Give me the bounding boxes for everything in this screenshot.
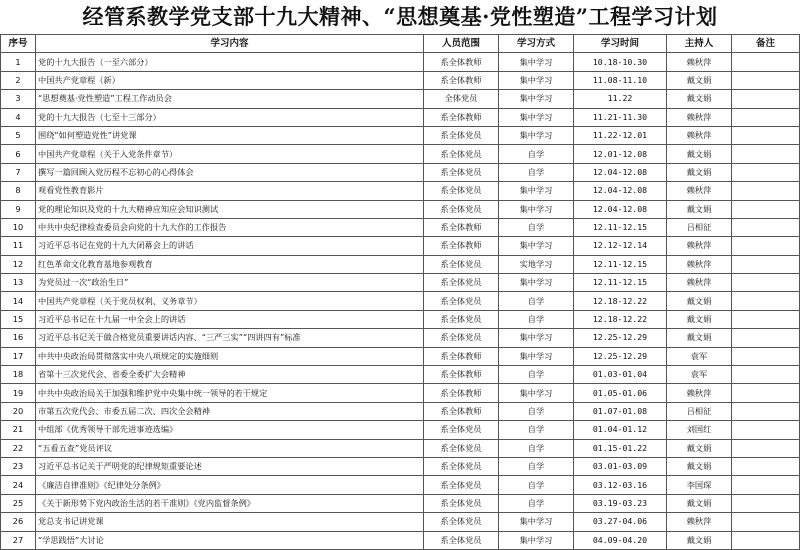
header-no: 序号 (1, 35, 36, 53)
cell-method: 集中学习 (499, 108, 574, 126)
cell-host: 戴文娟 (667, 292, 732, 310)
cell-content: 省第十三次党代会、省委全委扩大会精神 (36, 366, 424, 384)
cell-host: 赖秋萍 (667, 384, 732, 402)
cell-time: 11.22 (574, 90, 667, 108)
cell-time: 03.12-03.16 (574, 476, 667, 494)
cell-no: 15 (1, 310, 36, 328)
table-row (1, 163, 800, 181)
table-row (1, 402, 800, 420)
cell-note (732, 329, 800, 347)
cell-no: 27 (1, 531, 36, 549)
cell-no: 26 (1, 513, 36, 531)
table-row (1, 476, 800, 494)
cell-host: 吕相征 (667, 218, 732, 236)
cell-host: 戴文娟 (667, 310, 732, 328)
cell-note (732, 126, 800, 144)
cell-content: 党的十九大报告（一至六部分） (36, 53, 424, 71)
cell-method: 集中学习 (499, 384, 574, 402)
cell-content: “学思践悟”大讨论 (36, 531, 424, 549)
cell-time: 12.25-12.29 (574, 329, 667, 347)
cell-scope: 系全体党员 (424, 126, 499, 144)
cell-no: 10 (1, 218, 36, 236)
cell-note (732, 347, 800, 365)
table-row (1, 218, 800, 236)
cell-host: 赖秋萍 (667, 237, 732, 255)
cell-host: 戴文娟 (667, 494, 732, 512)
cell-no: 21 (1, 421, 36, 439)
cell-method: 自学 (499, 310, 574, 328)
table-body (1, 53, 800, 550)
table-row (1, 494, 800, 512)
cell-no: 19 (1, 384, 36, 402)
cell-content: 观看党性教育影片 (36, 182, 424, 200)
cell-content: 红色革命文化教育基地参观教育 (36, 255, 424, 273)
cell-content: “五看五查”党员评议 (36, 439, 424, 457)
cell-method: 集中学习 (499, 347, 574, 365)
cell-time: 11.22-12.01 (574, 126, 667, 144)
cell-no: 8 (1, 182, 36, 200)
cell-scope: 系全体党员 (424, 274, 499, 292)
cell-content: 中国共产党章程（新） (36, 71, 424, 89)
cell-scope: 系全体党员 (424, 421, 499, 439)
cell-time: 12.04-12.08 (574, 200, 667, 218)
table-row (1, 126, 800, 144)
cell-method: 集中学习 (499, 274, 574, 292)
cell-scope: 系全体教师 (424, 218, 499, 236)
cell-time: 03.27-04.06 (574, 513, 667, 531)
cell-host: 戴文娟 (667, 439, 732, 457)
cell-host: 赖秋萍 (667, 182, 732, 200)
cell-time: 12.11-12.15 (574, 255, 667, 273)
table-row (1, 347, 800, 365)
cell-time: 12.04-12.08 (574, 182, 667, 200)
table-row (1, 513, 800, 531)
cell-host: 赖秋萍 (667, 513, 732, 531)
cell-note (732, 366, 800, 384)
cell-note (732, 108, 800, 126)
cell-note (732, 384, 800, 402)
cell-note (732, 439, 800, 457)
cell-note (732, 200, 800, 218)
cell-method: 自学 (499, 163, 574, 181)
cell-scope: 系全体党员 (424, 255, 499, 273)
cell-note (732, 218, 800, 236)
cell-method: 集中学习 (499, 531, 574, 549)
cell-no: 22 (1, 439, 36, 457)
cell-method: 集中学习 (499, 182, 574, 200)
cell-content: 《廉洁自律准则》《纪律处分条例》 (36, 476, 424, 494)
cell-content: 党的十九大报告（七至十三部分） (36, 108, 424, 126)
table-row (1, 71, 800, 89)
cell-content: 习近平总书记关于做合格党员重要讲话内容、“三严三实”“四讲四有”标准 (36, 329, 424, 347)
cell-scope: 系全体党员 (424, 439, 499, 457)
cell-time: 12.18-12.22 (574, 310, 667, 328)
cell-scope: 系全体党员 (424, 531, 499, 549)
cell-method: 集中学习 (499, 329, 574, 347)
table-row (1, 366, 800, 384)
cell-note (732, 310, 800, 328)
cell-scope: 系全体教师 (424, 366, 499, 384)
cell-method: 自学 (499, 292, 574, 310)
table-row (1, 90, 800, 108)
cell-note (732, 494, 800, 512)
cell-note (732, 163, 800, 181)
cell-time: 12.11-12.15 (574, 218, 667, 236)
header-content: 学习内容 (36, 35, 424, 53)
cell-note (732, 274, 800, 292)
cell-time: 12.11-12.15 (574, 274, 667, 292)
cell-no: 3 (1, 90, 36, 108)
cell-host: 吕相征 (667, 402, 732, 420)
cell-time: 12.25-12.29 (574, 347, 667, 365)
cell-time: 01.15-01.22 (574, 439, 667, 457)
cell-scope: 系全体党员 (424, 200, 499, 218)
cell-no: 23 (1, 457, 36, 475)
cell-host: 戴文娟 (667, 200, 732, 218)
cell-content: 中共中央政治局贯彻落实中央八项规定的实施细则 (36, 347, 424, 365)
cell-time: 12.12-12.14 (574, 237, 667, 255)
cell-scope: 系全体教师 (424, 384, 499, 402)
cell-note (732, 182, 800, 200)
cell-host: 赖秋萍 (667, 108, 732, 126)
cell-no: 16 (1, 329, 36, 347)
cell-scope: 系全体教师 (424, 71, 499, 89)
cell-no: 1 (1, 53, 36, 71)
table-row (1, 531, 800, 549)
cell-no: 5 (1, 126, 36, 144)
cell-no: 20 (1, 402, 36, 420)
table-row (1, 200, 800, 218)
cell-method: 自学 (499, 457, 574, 475)
cell-scope: 系全体教师 (424, 53, 499, 71)
table-row (1, 182, 800, 200)
cell-note (732, 255, 800, 273)
cell-content: 中组部《优秀领导干部先进事迹选编》 (36, 421, 424, 439)
cell-scope: 系全体教师 (424, 237, 499, 255)
cell-note (732, 292, 800, 310)
cell-note (732, 457, 800, 475)
cell-host: 袁军 (667, 366, 732, 384)
cell-host: 李国琛 (667, 476, 732, 494)
cell-no: 14 (1, 292, 36, 310)
cell-scope: 系全体党员 (424, 476, 499, 494)
study-plan-table (0, 34, 800, 550)
cell-no: 9 (1, 200, 36, 218)
table-row (1, 274, 800, 292)
cell-no: 4 (1, 108, 36, 126)
cell-host: 戴文娟 (667, 163, 732, 181)
cell-method: 实地学习 (499, 255, 574, 273)
cell-host: 戴文娟 (667, 531, 732, 549)
cell-content: 习近平总书记在十九届一中全会上的讲话 (36, 310, 424, 328)
cell-method: 集中学习 (499, 126, 574, 144)
cell-host: 赖秋萍 (667, 255, 732, 273)
cell-content: 党的理论知识及党的十九大精神应知应会知识测试 (36, 200, 424, 218)
cell-scope: 系全体教师 (424, 347, 499, 365)
cell-time: 01.03-01.04 (574, 366, 667, 384)
cell-time: 12.04-12.08 (574, 163, 667, 181)
page-title: 经管系教学党支部十九大精神、“思想奠基·党性塑造”工程学习计划 (82, 4, 718, 29)
cell-no: 25 (1, 494, 36, 512)
header-host: 主持人 (667, 35, 732, 53)
cell-method: 自学 (499, 145, 574, 163)
table-row (1, 255, 800, 273)
cell-time: 03.01-03.09 (574, 457, 667, 475)
cell-no: 7 (1, 163, 36, 181)
cell-scope: 系全体党员 (424, 163, 499, 181)
cell-time: 12.01-12.08 (574, 145, 667, 163)
table-row (1, 108, 800, 126)
cell-scope: 全体党员 (424, 90, 499, 108)
cell-method: 自学 (499, 439, 574, 457)
cell-time: 03.19-03.23 (574, 494, 667, 512)
cell-content: 习近平总书记关于严明党的纪律规矩重要论述 (36, 457, 424, 475)
table-row (1, 237, 800, 255)
cell-host: 赖秋萍 (667, 126, 732, 144)
table-row (1, 292, 800, 310)
cell-host: 戴文娟 (667, 457, 732, 475)
cell-time: 11.08-11.10 (574, 71, 667, 89)
cell-scope: 系全体党员 (424, 145, 499, 163)
table-row (1, 145, 800, 163)
cell-host: 袁军 (667, 347, 732, 365)
cell-content: 习近平总书记在党的十九大闭幕会上的讲话 (36, 237, 424, 255)
cell-note (732, 53, 800, 71)
cell-scope: 系全体党员 (424, 457, 499, 475)
cell-scope: 系全体党员 (424, 329, 499, 347)
header-note: 备注 (732, 35, 800, 53)
cell-note (732, 71, 800, 89)
table-row (1, 310, 800, 328)
cell-note (732, 237, 800, 255)
cell-scope: 系全体党员 (424, 494, 499, 512)
cell-scope: 系全体教师 (424, 402, 499, 420)
cell-host: 戴文娟 (667, 71, 732, 89)
cell-no: 17 (1, 347, 36, 365)
header-scope: 人员范围 (424, 35, 499, 53)
cell-content: 市第五次党代会、市委五届二次、四次全会精神 (36, 402, 424, 420)
cell-content: 撰写一篇回顾入党历程不忘初心的心得体会 (36, 163, 424, 181)
cell-method: 自学 (499, 402, 574, 420)
header-time: 学习时间 (574, 35, 667, 53)
table-row (1, 439, 800, 457)
cell-time: 04.09-04.20 (574, 531, 667, 549)
cell-host: 戴文娟 (667, 329, 732, 347)
cell-method: 自学 (499, 494, 574, 512)
header-method: 学习方式 (499, 35, 574, 53)
cell-content: 围绕“如何塑造党性”讲党课 (36, 126, 424, 144)
cell-note (732, 513, 800, 531)
cell-host: 赖秋萍 (667, 274, 732, 292)
cell-host: 戴文娟 (667, 90, 732, 108)
cell-content: “思想奠基·党性塑造”工程工作动员会 (36, 90, 424, 108)
cell-scope: 系全体党员 (424, 513, 499, 531)
cell-no: 13 (1, 274, 36, 292)
cell-time: 10.18-10.30 (574, 53, 667, 71)
cell-note (732, 402, 800, 420)
cell-host: 戴文娟 (667, 145, 732, 163)
table-row (1, 421, 800, 439)
cell-content: 为党员过一次“政治生日” (36, 274, 424, 292)
cell-time: 12.18-12.22 (574, 292, 667, 310)
cell-scope: 系全体党员 (424, 182, 499, 200)
cell-time: 01.07-01.08 (574, 402, 667, 420)
cell-note (732, 476, 800, 494)
cell-content: 中国共产党章程（关于入党条件章节） (36, 145, 424, 163)
cell-content: 中国共产党章程（关于党员权利、义务章节） (36, 292, 424, 310)
cell-scope: 系全体教师 (424, 108, 499, 126)
cell-note (732, 90, 800, 108)
cell-method: 集中学习 (499, 200, 574, 218)
cell-method: 集中学习 (499, 237, 574, 255)
cell-scope: 系全体党员 (424, 310, 499, 328)
table-row (1, 384, 800, 402)
cell-no: 11 (1, 237, 36, 255)
cell-scope: 系全体党员 (424, 292, 499, 310)
cell-time: 01.05-01.06 (574, 384, 667, 402)
cell-no: 2 (1, 71, 36, 89)
cell-method: 自学 (499, 421, 574, 439)
cell-note (732, 531, 800, 549)
cell-no: 18 (1, 366, 36, 384)
table-row (1, 329, 800, 347)
table-row (1, 457, 800, 475)
cell-host: 赖秋萍 (667, 53, 732, 71)
cell-no: 24 (1, 476, 36, 494)
cell-no: 12 (1, 255, 36, 273)
cell-time: 11.21-11.30 (574, 108, 667, 126)
cell-content: 党总支书记讲党课 (36, 513, 424, 531)
cell-method: 集中学习 (499, 53, 574, 71)
cell-method: 自学 (499, 218, 574, 236)
cell-method: 集中学习 (499, 90, 574, 108)
table-header-row (1, 35, 800, 53)
cell-note (732, 421, 800, 439)
cell-method: 集中学习 (499, 71, 574, 89)
cell-method: 自学 (499, 476, 574, 494)
cell-content: 中共中央纪律检查委员会向党的十九大作的工作报告 (36, 218, 424, 236)
cell-host: 刘国红 (667, 421, 732, 439)
cell-content: 中共中央政治局关于加强和维护党中央集中统一领导的若干规定 (36, 384, 424, 402)
cell-time: 01.04-01.12 (574, 421, 667, 439)
table-row (1, 53, 800, 71)
cell-no: 6 (1, 145, 36, 163)
cell-method: 集中学习 (499, 513, 574, 531)
cell-note (732, 145, 800, 163)
cell-method: 自学 (499, 366, 574, 384)
cell-content: 《关于新形势下党内政治生活的若干准则》《党内监督条例》 (36, 494, 424, 512)
